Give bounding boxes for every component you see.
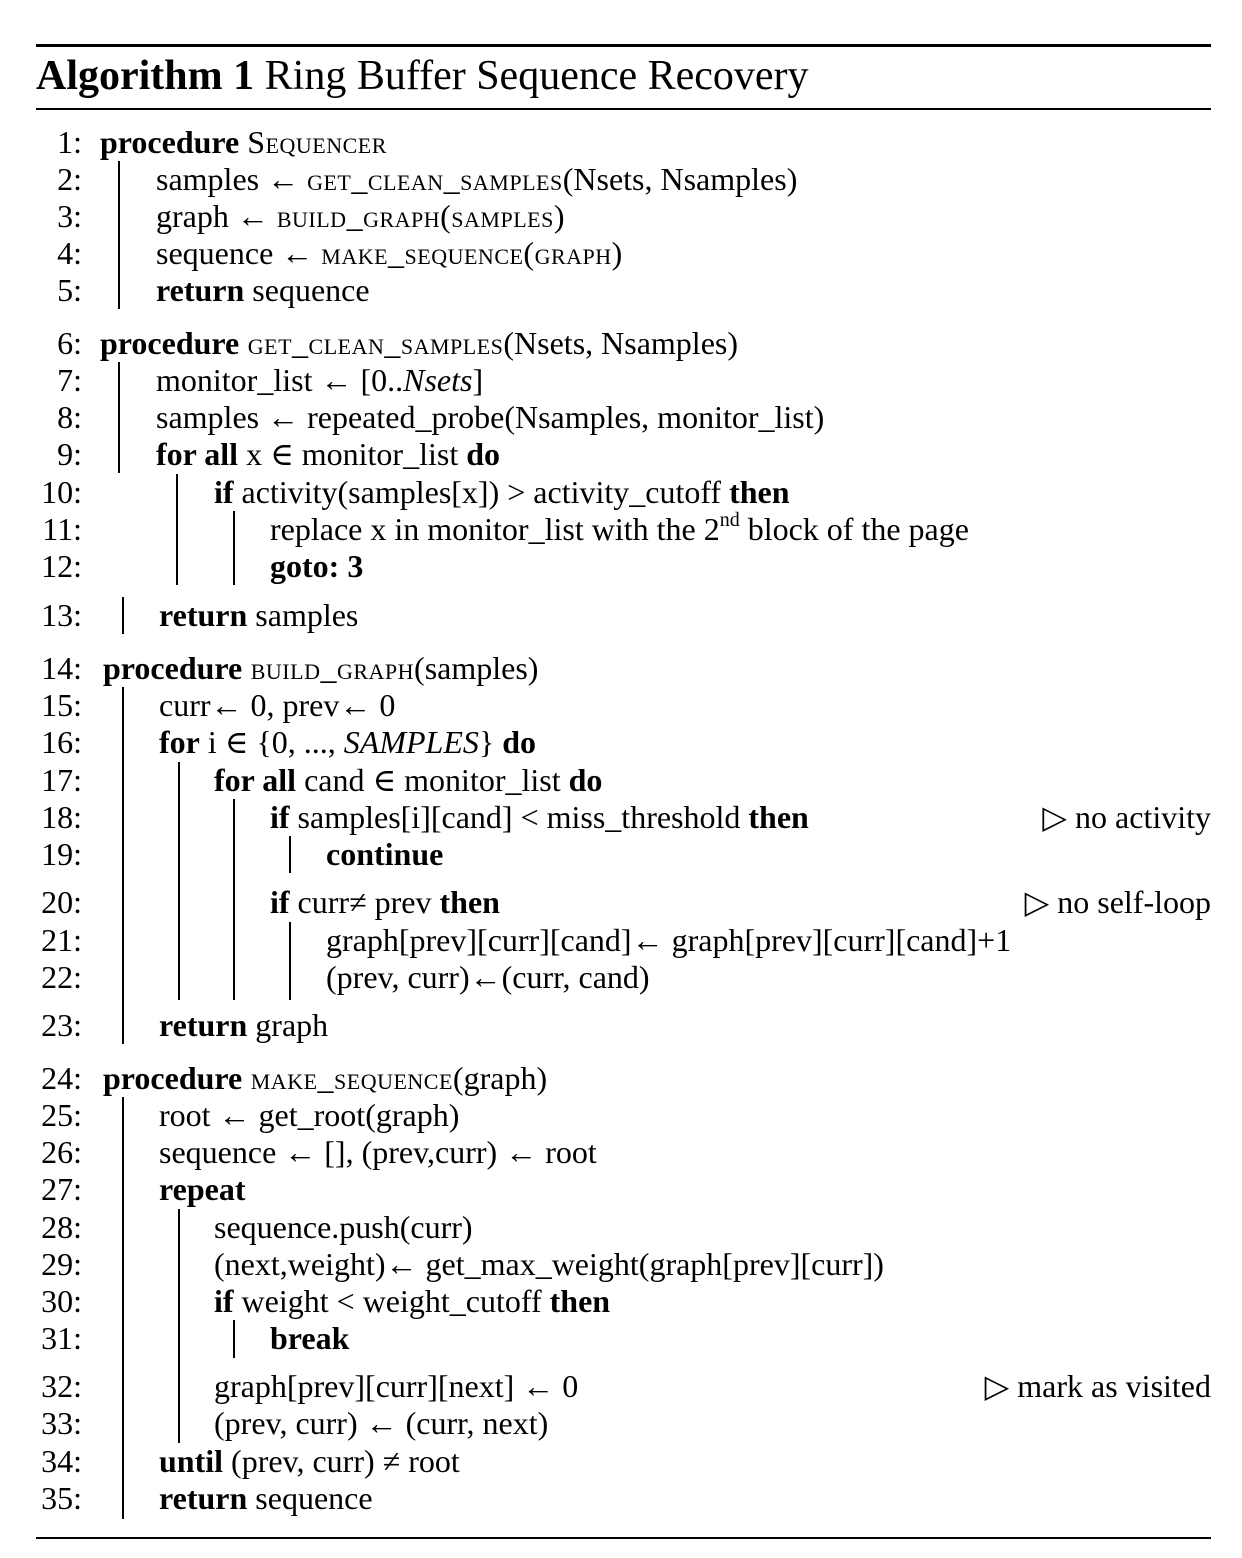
code-text: ]: [472, 362, 484, 398]
code-text: weight < weight_cutoff: [233, 1283, 550, 1319]
keyword: return: [159, 597, 248, 633]
line-number: 30:: [41, 1283, 82, 1319]
line-code: [270, 884, 500, 921]
scope-bar: [118, 362, 120, 473]
line-code: [159, 687, 395, 724]
line-number: 17:: [41, 762, 82, 798]
scope-bar: [176, 474, 178, 585]
line-number: 12:: [41, 548, 82, 584]
line-code: [214, 1209, 473, 1246]
line-number: 24:: [41, 1060, 82, 1096]
algorithm-line: [0, 1480, 1242, 1517]
line-number: 8:: [57, 399, 82, 435]
code-text: (samples): [414, 650, 539, 686]
algorithm-line: [0, 836, 1242, 873]
keyword: then: [748, 799, 809, 835]
line-code: [159, 597, 358, 634]
scope-bar: [178, 1209, 180, 1443]
line-code: [156, 198, 565, 235]
line-number: 34:: [41, 1443, 82, 1479]
scope-bar: [233, 799, 235, 1000]
line-number: 26:: [41, 1134, 82, 1170]
code-text: cand ∈ monitor_list: [296, 762, 569, 798]
code-text: monitor_list ← [0..: [156, 362, 404, 398]
line-number: 35:: [41, 1480, 82, 1516]
keyword: for all: [214, 762, 297, 798]
algorithm-line: [0, 1209, 1242, 1246]
procedure-call: make_sequence(graph): [321, 235, 623, 271]
algorithm-line: [0, 1368, 1242, 1405]
algorithm-line: [0, 650, 1242, 687]
algorithm-line: [0, 799, 1242, 836]
line-number: 32:: [41, 1368, 82, 1404]
keyword: repeat: [159, 1171, 246, 1207]
line-code: [159, 724, 536, 761]
scope-bar: [289, 922, 291, 1000]
line-number: 9:: [57, 436, 82, 472]
code-text: curr≠ prev: [289, 884, 440, 920]
scope-bar: [122, 687, 124, 1044]
line-code: [156, 161, 797, 198]
keyword: for all: [156, 436, 239, 472]
line-code: [156, 235, 623, 272]
procedure-call: build_graph(samples): [276, 198, 565, 234]
code-text: curr← 0, prev← 0: [159, 687, 396, 723]
line-code: [103, 1060, 547, 1097]
keyword: if: [214, 474, 234, 510]
line-code: [214, 1246, 884, 1283]
code-text: (prev, curr) ≠ root: [223, 1443, 460, 1479]
line-code: [214, 474, 790, 511]
procedure-name: Sequencer: [247, 124, 387, 160]
algorithm-line: [0, 1060, 1242, 1097]
keyword: if: [270, 884, 290, 920]
line-code: [270, 799, 809, 836]
code-text: i ∈ {0, ...,: [199, 724, 344, 760]
scope-bar: [122, 597, 124, 634]
algorithm-title: [36, 50, 809, 102]
code-text: sequence: [244, 272, 370, 308]
bottom-rule: [36, 1537, 1211, 1539]
code-text: sequence.push(curr): [214, 1209, 473, 1245]
algorithm-line: [0, 511, 1242, 548]
algorithm-line: [0, 436, 1242, 473]
code-text: graph ←: [156, 198, 277, 234]
line-comment: ▷ no self-loop: [1024, 884, 1211, 920]
algorithm-line: [0, 597, 1242, 634]
algorithm-line: [0, 1134, 1242, 1171]
line-comment: ▷ mark as visited: [984, 1368, 1211, 1404]
procedure-call: get_clean_samples: [307, 161, 563, 197]
keyword: until: [159, 1443, 224, 1479]
line-code: [159, 1443, 460, 1480]
line-number: 3:: [57, 198, 82, 234]
line-number: 19:: [41, 836, 82, 872]
line-code: [214, 1368, 578, 1405]
keyword: procedure: [103, 650, 243, 686]
line-number: 4:: [57, 235, 82, 271]
algorithm-line: [0, 399, 1242, 436]
keyword: do: [502, 724, 537, 760]
keyword: do: [568, 762, 603, 798]
code-text: replace x in monitor_list with the 2: [270, 511, 720, 547]
code-text: root ← get_root(graph): [159, 1097, 460, 1133]
line-number: 5:: [57, 272, 82, 308]
line-number: 7:: [57, 362, 82, 398]
line-code: [326, 959, 650, 996]
keyword: return: [159, 1480, 248, 1516]
keyword: continue: [326, 836, 444, 872]
line-number: 1:: [57, 124, 82, 160]
keyword: if: [270, 799, 290, 835]
algorithm-line: [0, 1443, 1242, 1480]
line-number: 22:: [41, 959, 82, 995]
line-code: [159, 1480, 373, 1517]
code-text: sequence: [247, 1480, 373, 1516]
line-number: 18:: [41, 799, 82, 835]
code-text: (Nsets, Nsamples): [562, 161, 798, 197]
code-text: (next,weight)← get_max_weight(graph[prev][curr]): [214, 1246, 884, 1282]
line-code: [270, 548, 363, 585]
procedure-call: get_clean_samples: [239, 325, 504, 361]
line-code: [270, 511, 969, 548]
algorithm-line: [0, 922, 1242, 959]
algorithm-line: [0, 1405, 1242, 1442]
keyword: then: [729, 474, 790, 510]
algorithm-label: Algorithm 1: [36, 53, 255, 99]
keyword: procedure: [100, 124, 240, 160]
line-number: 21:: [41, 922, 82, 958]
algorithm-line: [0, 235, 1242, 272]
scope-bar: [118, 161, 120, 309]
algorithm-line: [0, 1171, 1242, 1208]
line-number: 15:: [41, 687, 82, 723]
algorithm-line: [0, 124, 1242, 161]
line-code: [159, 1134, 597, 1171]
code-text: samples ←: [156, 161, 308, 197]
code-text: graph: [247, 1007, 329, 1043]
line-code: [159, 1007, 328, 1044]
line-number: 25:: [41, 1097, 82, 1133]
algorithm-line: [0, 724, 1242, 761]
algorithm-line: [0, 161, 1242, 198]
scope-bar: [289, 836, 291, 873]
mid-rule: [36, 108, 1211, 110]
code-text: block of the page: [739, 511, 969, 547]
keyword: procedure: [103, 1060, 243, 1096]
algorithm-line: [0, 272, 1242, 309]
line-code: [270, 1320, 349, 1357]
algorithm-line: [0, 959, 1242, 996]
line-code: [214, 1405, 548, 1442]
keyword: do: [466, 436, 500, 472]
algorithm-line: [0, 762, 1242, 799]
line-code: [100, 124, 387, 161]
line-number: 23:: [41, 1007, 82, 1043]
line-code: [326, 836, 443, 873]
code-text: sequence ←: [156, 235, 322, 271]
keyword: goto: 3: [270, 548, 364, 584]
line-number: 29:: [41, 1246, 82, 1282]
code-text: (graph): [452, 1060, 548, 1096]
algorithm-line: [0, 687, 1242, 724]
line-number: 11:: [42, 511, 82, 547]
code-text: activity(samples[x]) > activity_cutoff: [233, 474, 730, 510]
algorithm-line: [0, 325, 1242, 362]
keyword: break: [270, 1320, 350, 1356]
code-text: x ∈ monitor_list: [238, 436, 467, 472]
scope-bar: [233, 1320, 235, 1358]
scope-bar: [233, 511, 235, 585]
algorithm-line: [0, 884, 1242, 921]
line-code: [326, 922, 1011, 959]
code-text: samples[i][cand] < miss_threshold: [289, 799, 749, 835]
line-code: [159, 1097, 459, 1134]
code-text: graph[prev][curr][next] ← 0: [214, 1368, 579, 1404]
keyword: for: [159, 724, 200, 760]
code-text: (prev, curr) ← (curr, next): [214, 1405, 549, 1441]
line-number: 2:: [57, 161, 82, 197]
code-text: samples: [247, 597, 359, 633]
line-code: [156, 272, 370, 309]
keyword: then: [549, 1283, 611, 1319]
algorithm-line: [0, 474, 1242, 511]
code-text: sequence ← [], (prev,curr) ← root: [159, 1134, 597, 1170]
code-text: (Nsets, Nsamples): [503, 325, 738, 361]
superscript: nd: [719, 509, 740, 531]
keyword: if: [214, 1283, 234, 1319]
line-code: [214, 1283, 610, 1320]
algorithm-line: [0, 362, 1242, 399]
keyword: return: [159, 1007, 248, 1043]
line-number: 6:: [57, 325, 82, 361]
line-number: 27:: [41, 1171, 82, 1207]
math-italic: SAMPLES: [343, 724, 479, 760]
code-text: graph[prev][curr][cand]← graph[prev][curr][cand]+1: [326, 922, 1012, 958]
line-number: 33:: [41, 1405, 82, 1441]
keyword: procedure: [100, 325, 240, 361]
algorithm-line: [0, 1320, 1242, 1357]
algorithm-line: [0, 1007, 1242, 1044]
line-number: 20:: [41, 884, 82, 920]
procedure-call: make_sequence: [242, 1060, 453, 1096]
procedure-call: build_graph: [242, 650, 415, 686]
scope-bar: [122, 1097, 124, 1519]
line-code: [103, 650, 538, 687]
algorithm-name: Ring Buffer Sequence Recovery: [264, 53, 809, 99]
code-text: samples ← repeated_probe(Nsamples, monitor_list): [156, 399, 825, 435]
algorithm-line: [0, 1283, 1242, 1320]
algorithm-line: [0, 1097, 1242, 1134]
line-number: 16:: [41, 724, 82, 760]
line-code: [214, 762, 602, 799]
line-code: [156, 436, 500, 473]
line-number: 31:: [41, 1320, 82, 1356]
math-italic: Nsets: [403, 362, 473, 398]
code-text: (prev, curr)←(curr, cand): [326, 959, 650, 995]
line-comment: ▷ no activity: [1042, 799, 1211, 835]
line-code: [159, 1171, 245, 1208]
line-number: 10:: [41, 474, 82, 510]
line-number: 28:: [41, 1209, 82, 1245]
line-number: 14:: [41, 650, 82, 686]
code-text: }: [478, 724, 503, 760]
scope-bar: [178, 762, 180, 1000]
keyword: return: [156, 272, 245, 308]
line-code: [156, 362, 483, 399]
algorithm-line: [0, 198, 1242, 235]
keyword: then: [439, 884, 500, 920]
algorithm-line: [0, 548, 1242, 585]
line-code: [156, 399, 824, 436]
line-number: 13:: [41, 597, 82, 633]
algorithm-line: [0, 1246, 1242, 1283]
top-rule: [36, 44, 1211, 47]
line-code: [100, 325, 738, 362]
